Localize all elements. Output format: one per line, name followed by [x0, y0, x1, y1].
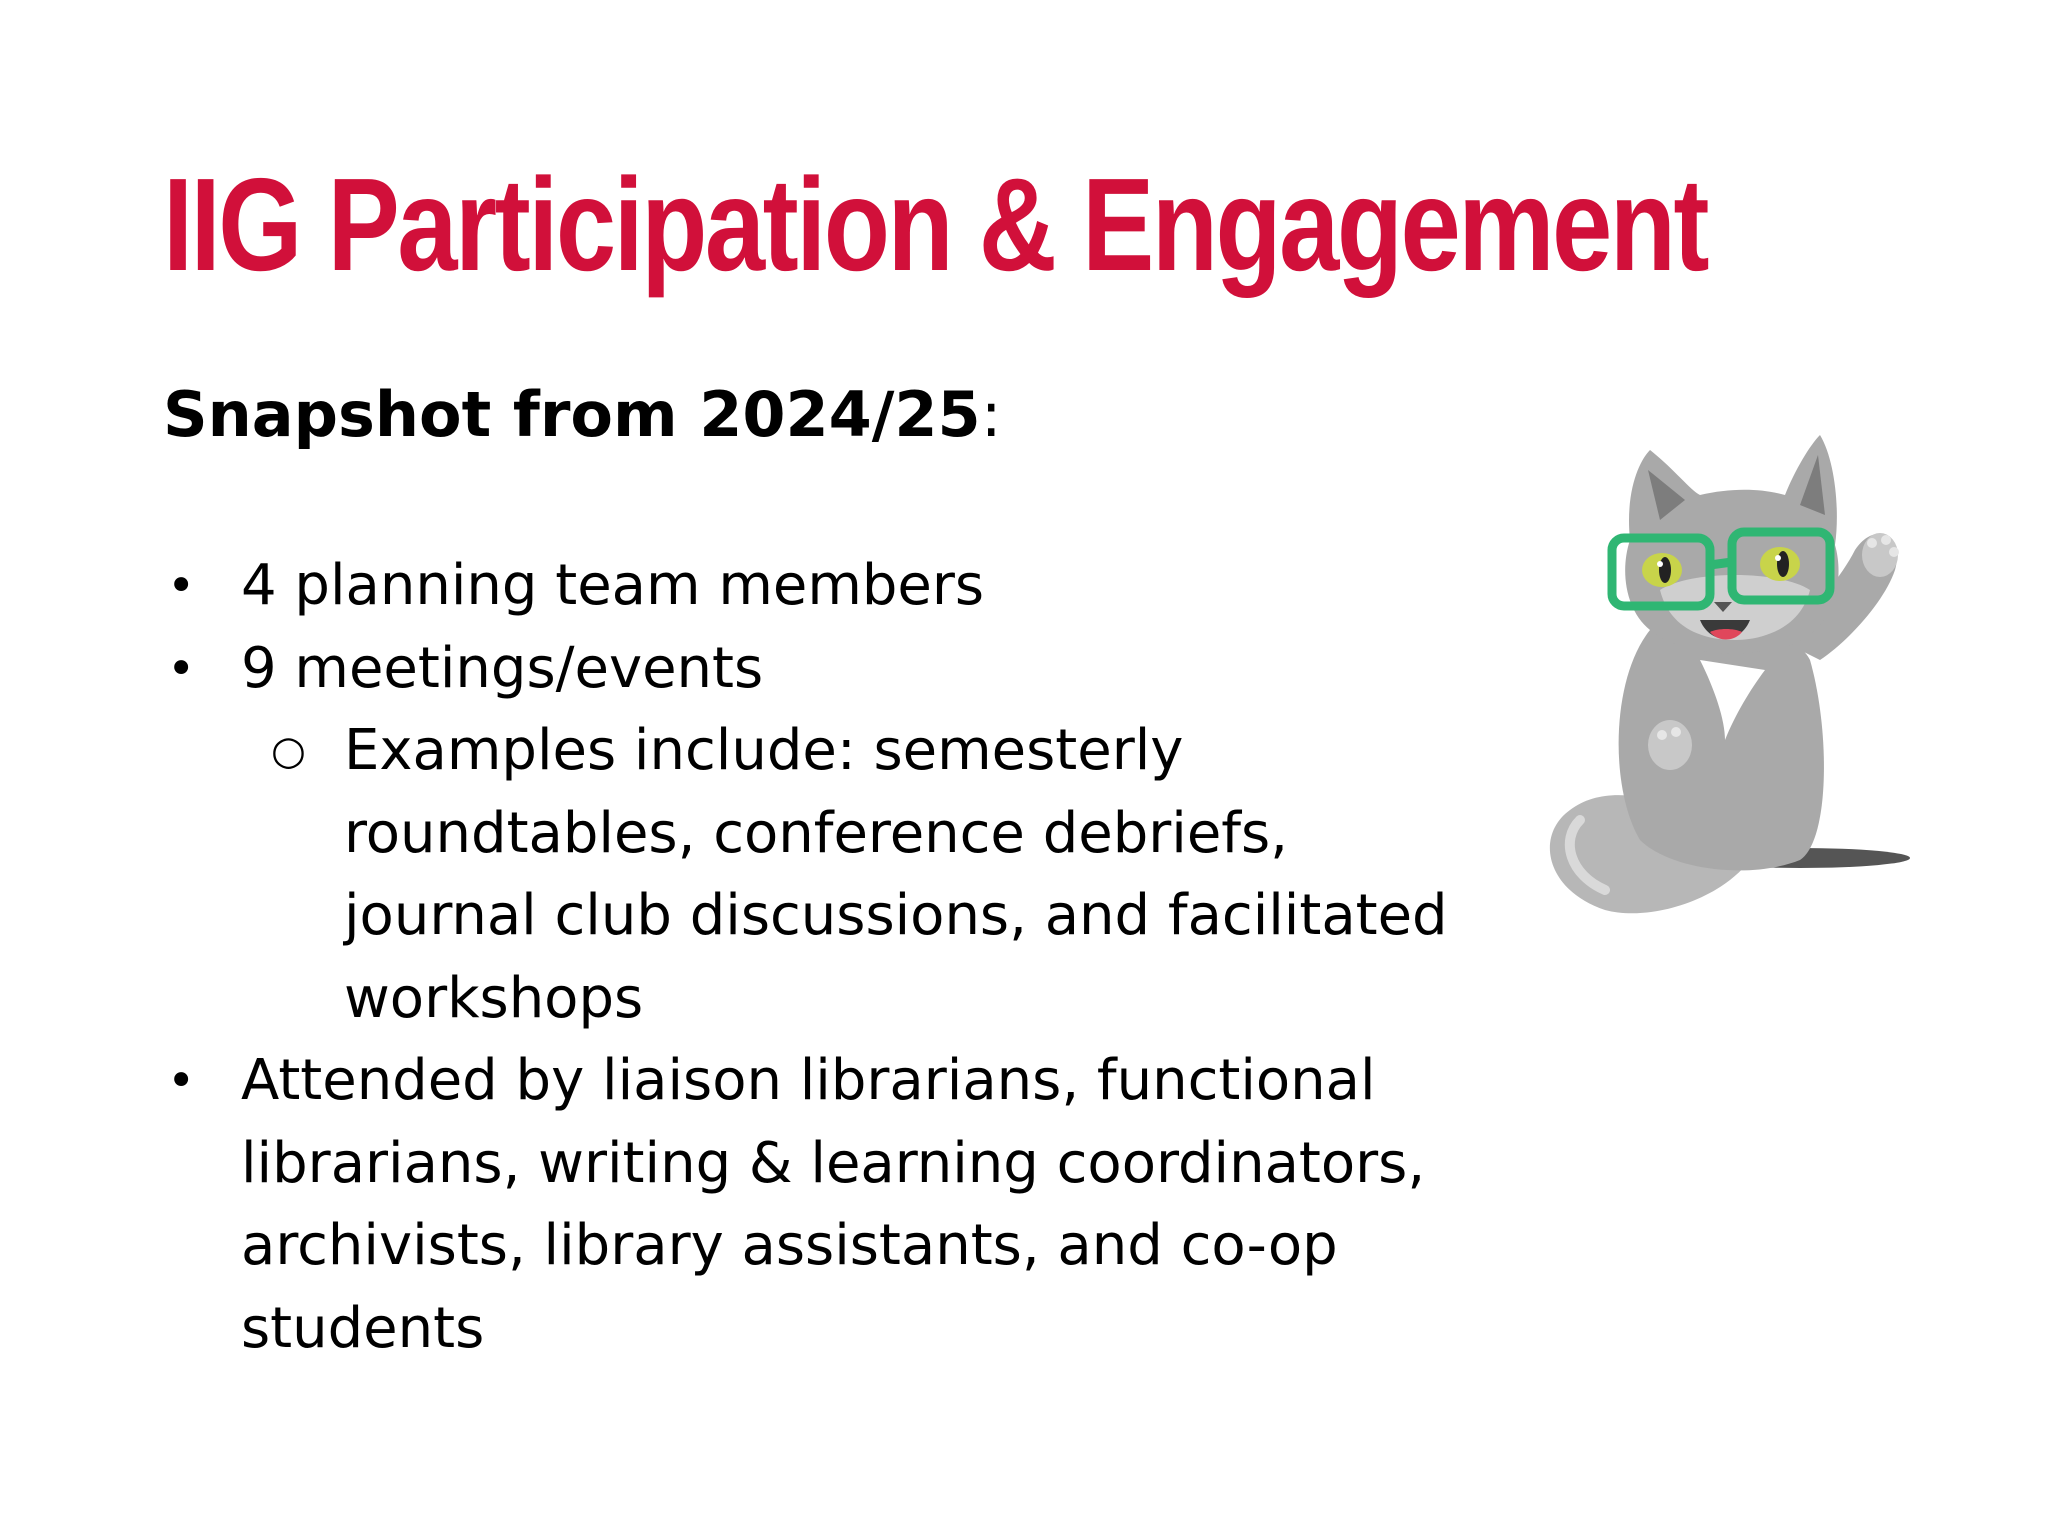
subtitle-text: Snapshot from 2024/25	[163, 378, 981, 451]
bullet-text: Attended by liaison librarians, functional librarians, writing & learning coordinators, archivists, library assistants, and co-op students	[241, 1048, 1426, 1361]
bullet-item	[163, 1040, 1453, 1370]
bullet-text: 4 planning team members	[241, 553, 985, 618]
sub-bullet-item	[241, 710, 1453, 1040]
bullet-marker: •	[167, 640, 196, 697]
subtitle-colon: :	[980, 378, 1002, 451]
slide-subtitle	[163, 375, 1002, 455]
sub-bullet-list	[241, 710, 1453, 1040]
slide-title: IIG Participation & Engagement	[163, 151, 1708, 298]
bullet-text: 9 meetings/events	[241, 635, 764, 701]
cat-belly-paw	[1648, 720, 1692, 770]
bullet-marker: •	[167, 1053, 196, 1109]
cat-with-glasses-illustration	[1500, 430, 1940, 930]
sub-bullet-marker: ○	[271, 728, 306, 774]
sub-bullet-text: Examples include: semesterly roundtables, conference debriefs, journal club discussions, and facilitated workshops	[344, 718, 1448, 1031]
bullet-marker: •	[167, 558, 196, 614]
bullet-list	[163, 545, 1453, 1370]
bullet-item	[163, 545, 1453, 628]
bullet-item	[163, 628, 1453, 1041]
